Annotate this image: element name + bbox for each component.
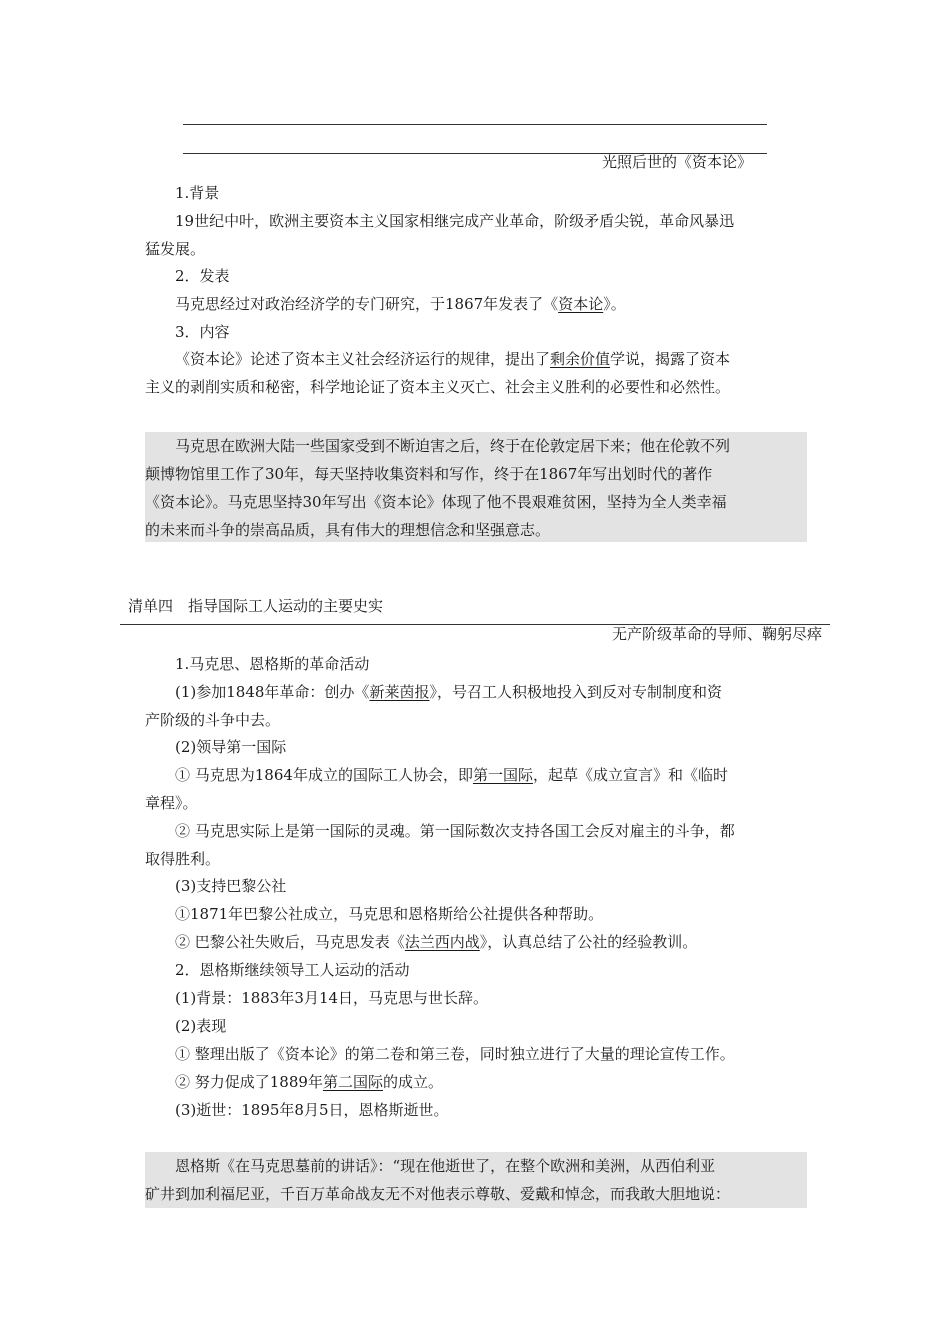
background-text-line1: 19世纪中叶，欧洲主要资本主义国家相继完成产业革命，阶级矛盾尖锐，革命风暴迅: [175, 212, 735, 230]
engels-performance-heading: (2)表现: [175, 1017, 227, 1035]
paris-commune-item2-post: 》，认真总结了公社的经验教训。: [479, 933, 698, 951]
paris-commune-item2: [145, 928, 837, 956]
content-text-line2: 主义的剥削实质和秘密，科学地论证了资本主义灭亡、社会主义胜利的必要性和必然性。: [145, 378, 731, 396]
first-international-item2-line2: 取得胜利。: [145, 850, 221, 868]
content-text-line1: [145, 345, 837, 373]
engels-background: (1)背景：1883年3月14日，马克思与世长辞。: [175, 989, 489, 1007]
publish-heading: 2．发表: [175, 267, 230, 285]
engels-performance-item2-post: 的成立。: [382, 1073, 443, 1091]
first-international-item1-line1: [145, 761, 837, 789]
section4-title: 清单四 指导国际工人运动的主要史实: [128, 597, 384, 615]
content-text-post: 学说，揭露了资本: [610, 350, 731, 368]
note-line: 矿井到加利福尼亚，千百万革命战友无不对他表示尊敬、爱戴和悼念，而我敢大胆地说：: [145, 1185, 731, 1203]
note-line: 《资本论》。马克思坚持30年写出《资本论》体现了他不畏艰难贫困，坚持为全人类幸福: [145, 493, 727, 511]
first-international-item1-post: ，起草《成立宣言》和《临时: [532, 766, 728, 784]
first-international-item2-line1: ② 马克思实际上是第一国际的灵魂。第一国际数次支持各国工会反对雇主的斗争，都: [175, 822, 735, 840]
note-line: 恩格斯《在马克思墓前的讲话》：“现在他逝世了，在整个欧洲和美洲，从西伯利亚: [175, 1157, 716, 1175]
civil-war-key-term: 法兰西内战: [404, 933, 480, 951]
section4-subtitle: 无产阶级革命的导师、鞠躬尽瘁: [611, 625, 822, 643]
engels-performance-item1: ① 整理出版了《资本论》的第二卷和第三卷，同时独立进行了大量的理论宣传工作。: [175, 1045, 735, 1063]
revolution-1848-post: 》，号召工人积极地投入到反对专制制度和资: [429, 683, 722, 701]
revolution-1848-line2: 产阶级的斗争中去。: [145, 711, 281, 729]
publish-text: [145, 290, 837, 318]
note-line: 的未来而斗争的崇高品质，具有伟大的理想信念和坚强意志。: [145, 521, 551, 539]
engels-performance-item2: [145, 1068, 837, 1096]
section3-subtitle: 光照后世的《资本论》: [601, 153, 752, 171]
first-international-key-term: 第一国际: [472, 766, 533, 784]
revolution-1848-pre: (1)参加1848年革命：创办《: [175, 683, 370, 701]
engels-heading: 2．恩格斯继续领导工人运动的活动: [175, 961, 410, 979]
first-international-heading: (2)领导第一国际: [175, 738, 287, 756]
newspaper-key-term: 新莱茵报: [369, 683, 430, 701]
content-key-term: 剩余价值: [550, 350, 611, 368]
note-line: 颠博物馆里工作了30年，每天坚持收集资料和写作，终于在1867年写出划时代的著作: [145, 465, 713, 483]
publish-text-post: 》。: [603, 295, 626, 313]
top-rule-1: [183, 124, 767, 125]
paris-commune-item2-pre: ② 巴黎公社失败后，马克思发表《: [175, 933, 405, 951]
engels-death: (3)逝世：1895年8月5日，恩格斯逝世。: [175, 1101, 449, 1119]
section4-note-box: [145, 1152, 807, 1208]
engels-performance-item2-pre: ② 努力促成了1889年: [175, 1073, 323, 1091]
section3-note-box: [145, 432, 807, 542]
publish-key-term: 资本论: [558, 295, 604, 313]
second-international-key-term: 第二国际: [322, 1073, 383, 1091]
first-international-item1-line2: 章程》。: [145, 794, 198, 812]
background-text-line2: 猛发展。: [145, 240, 206, 258]
revolution-1848-line1: [145, 678, 837, 706]
content-heading: 3．内容: [175, 323, 230, 341]
publish-text-pre: 马克思经过对政治经济学的专门研究，于1867年发表了《: [175, 295, 559, 313]
note-line: 马克思在欧洲大陆一些国家受到不断迫害之后，终于在伦敦定居下来；他在伦敦不列: [175, 437, 731, 455]
paris-commune-item1: ①1871年巴黎公社成立，马克思和恩格斯给公社提供各种帮助。: [175, 905, 604, 923]
first-international-item1-pre: ① 马克思为1864年成立的国际工人协会，即: [175, 766, 473, 784]
background-heading: 1.背景: [175, 184, 220, 202]
activities-heading: 1.马克思、恩格斯的革命活动: [175, 655, 370, 673]
content-text-pre: 《资本论》论述了资本主义社会经济运行的规律，提出了: [175, 350, 551, 368]
paris-commune-heading: (3)支持巴黎公社: [175, 877, 287, 895]
